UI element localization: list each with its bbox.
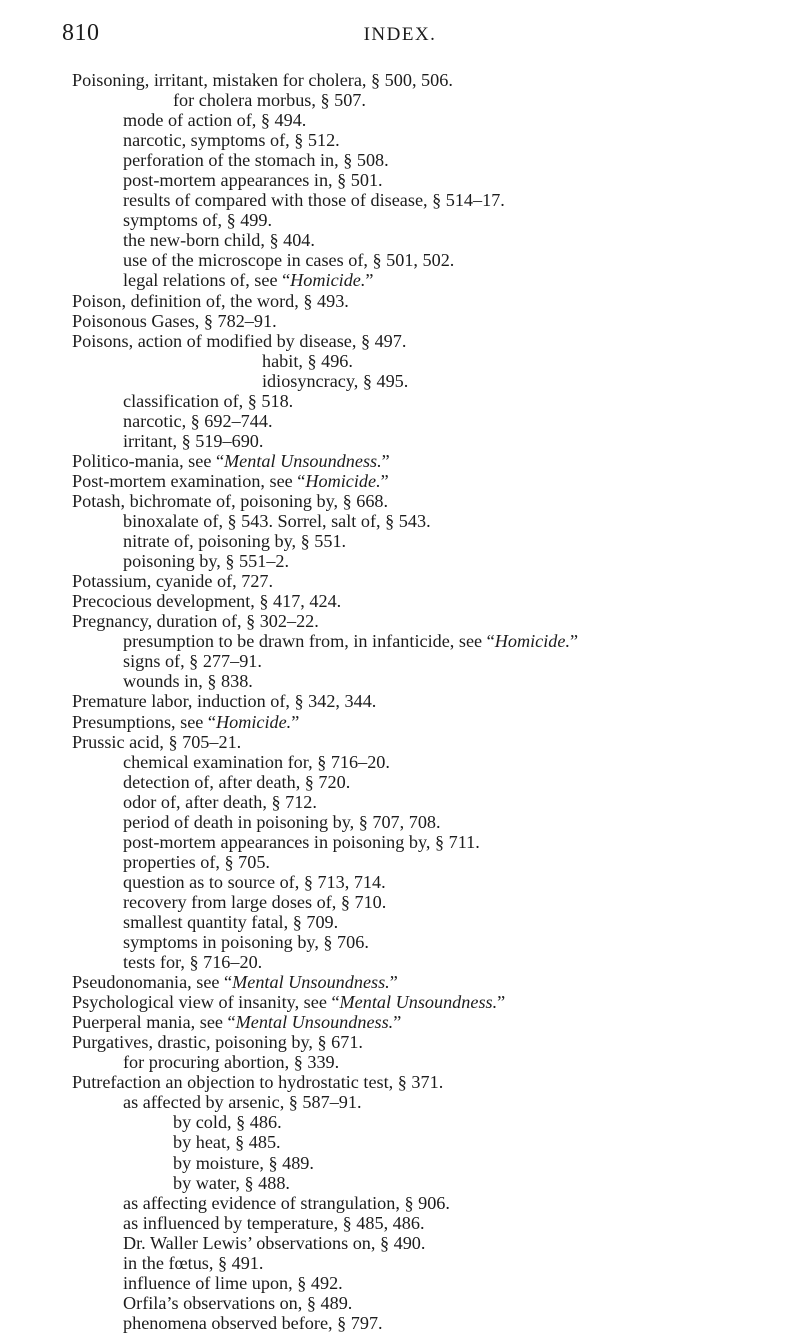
entry-text: odor of, after death, § 712.: [123, 791, 317, 812]
entry-text: period of death in poisoning by, § 707, 708.: [123, 811, 441, 832]
index-entry-sub: [72, 250, 792, 270]
entry-text: the new-born child, § 404.: [123, 230, 315, 251]
cross-reference: Homicide.: [290, 270, 366, 291]
entry-text: presumption to be drawn from, in infanticide, see “: [123, 631, 495, 652]
entry-text: Presumptions, see “: [72, 711, 216, 732]
entry-text: legal relations of, see “: [123, 270, 291, 291]
index-entry-sub: [72, 772, 792, 792]
entry-text: perforation of the stomach in, § 508.: [123, 150, 389, 171]
entry-text: detection of, after death, § 720.: [123, 771, 351, 792]
index-entry-sub: [72, 531, 792, 551]
index-entry-main: [72, 732, 792, 752]
index-entry-sub: [72, 210, 792, 230]
cross-reference: Mental Unsoundness.: [339, 992, 498, 1013]
index-entry-main: [72, 992, 792, 1012]
cross-reference: Mental Unsoundness.: [235, 1012, 394, 1033]
entry-text: post-mortem appearances in poisoning by, § 711.: [123, 831, 480, 852]
index-entry-sub: [72, 1313, 792, 1333]
index-entry-main: [72, 571, 792, 591]
index-entry-sub: [72, 190, 792, 210]
index-entry-sub: [72, 351, 792, 371]
entry-text: Purgatives, drastic, poisoning by, § 671.: [72, 1032, 363, 1053]
entry-text: post-mortem appearances in, § 501.: [123, 170, 383, 191]
cross-reference: Homicide.: [494, 631, 570, 652]
index-entry-main: [72, 972, 792, 992]
index-entry-sub: [72, 431, 792, 451]
entry-text: tests for, § 716–20.: [123, 952, 263, 973]
index-entry-sub: [72, 671, 792, 691]
cross-reference: Homicide.: [215, 711, 292, 732]
index-entry-sub: [72, 872, 792, 892]
entry-text: recovery from large doses of, § 710.: [123, 891, 387, 912]
index-entry-sub: [72, 631, 792, 651]
entry-text: Putrefaction an objection to hydrostatic test, § 371.: [72, 1072, 444, 1093]
entry-text: Poison, definition of, the word, § 493.: [72, 290, 349, 311]
index-entry-sub: [72, 1132, 792, 1152]
entry-text: Poisoning, irritant, mistaken for cholera, § 500, 506.: [72, 70, 453, 90]
entry-text: by moisture, § 489.: [173, 1152, 314, 1173]
index-entry-sub: [72, 511, 792, 531]
entry-text: ”: [365, 270, 374, 291]
entry-text: ”: [389, 972, 398, 993]
index-entry-sub: [72, 912, 792, 932]
index-entry-sub: [72, 1173, 792, 1193]
entry-text: signs of, § 277–91.: [123, 651, 262, 672]
index-entry-sub: [72, 1253, 792, 1273]
index-entry-main: [72, 291, 792, 311]
entry-text: as affected by arsenic, § 587–91.: [123, 1092, 362, 1113]
entry-text: for procuring abortion, § 339.: [123, 1052, 340, 1073]
entry-text: results of compared with those of disease, § 514–17.: [123, 190, 505, 211]
entry-text: by water, § 488.: [173, 1172, 290, 1193]
entry-text: ”: [497, 992, 506, 1013]
entry-text: phenomena observed before, § 797.: [123, 1312, 383, 1333]
index-entry-sub: [72, 892, 792, 912]
index-entry-sub: [72, 1233, 792, 1253]
entry-text: habit, § 496.: [262, 350, 353, 371]
entry-text: binoxalate of, § 543. Sorrel, salt of, § 543.: [123, 511, 431, 532]
index-entry-sub: [72, 371, 792, 391]
index-entry-main: [72, 331, 792, 351]
index-entry-sub: [72, 1153, 792, 1173]
index-entry-main: [72, 611, 792, 631]
cross-reference: Mental Unsoundness.: [232, 972, 390, 993]
entry-text: Dr. Waller Lewis’ observations on, § 490.: [123, 1232, 426, 1253]
entry-text: ”: [291, 711, 300, 732]
index-entry-sub: [72, 1213, 792, 1233]
index-entry-main: [72, 1072, 792, 1092]
index-entry-sub: [72, 1293, 792, 1313]
entry-text: wounds in, § 838.: [123, 671, 253, 692]
page-header: [0, 20, 800, 50]
entry-text: ”: [380, 470, 389, 491]
entry-text: Prussic acid, § 705–21.: [72, 731, 242, 752]
index-entry-main: [72, 712, 792, 732]
entry-text: Post-mortem examination, see “: [72, 470, 306, 491]
entry-text: question as to source of, § 713, 714.: [123, 871, 386, 892]
index-entry-sub: [72, 551, 792, 571]
entry-text: smallest quantity fatal, § 709.: [123, 911, 339, 932]
index-entry-main: [72, 591, 792, 611]
index-entry-main: [72, 491, 792, 511]
running-head: INDEX.: [363, 24, 437, 45]
index-entry-sub: [72, 852, 792, 872]
index-entry-main: [72, 70, 792, 90]
index-entry-sub: [72, 752, 792, 772]
index-entry-sub: [72, 792, 792, 812]
index-entry-sub: [72, 932, 792, 952]
index-entry-main: [72, 1032, 792, 1052]
index-entry-sub: [72, 270, 792, 290]
index-entry-sub: [72, 110, 792, 130]
entry-text: symptoms in poisoning by, § 706.: [123, 932, 369, 953]
index-entry-sub: [72, 1193, 792, 1213]
page-number: 810: [62, 20, 100, 46]
index-entry-sub: [72, 812, 792, 832]
entry-text: chemical examination for, § 716–20.: [123, 751, 390, 772]
index-entry-sub: [72, 411, 792, 431]
entry-text: Puerperal mania, see “: [72, 1012, 236, 1033]
entry-text: Potassium, cyanide of, 727.: [72, 571, 274, 592]
entry-text: Pseudonomania, see “: [72, 972, 233, 993]
entry-text: Precocious development, § 417, 424.: [72, 591, 342, 612]
index-entry-main: [72, 1012, 792, 1032]
index-entry-sub: [72, 832, 792, 852]
entry-text: mode of action of, § 494.: [123, 110, 307, 131]
entry-text: ”: [570, 631, 579, 652]
index-entry-main: [72, 311, 792, 331]
index-entry-main: [72, 451, 792, 471]
entry-text: in the fœtus, § 491.: [123, 1252, 264, 1273]
entry-text: Poisons, action of modified by disease, § 497.: [72, 330, 407, 351]
entry-text: Politico-mania, see “: [72, 450, 225, 471]
entry-text: symptoms of, § 499.: [123, 210, 273, 231]
entry-text: idiosyncracy, § 495.: [262, 370, 409, 391]
index-entry-sub: [72, 1052, 792, 1072]
cross-reference: Homicide.: [305, 470, 381, 491]
entry-text: classification of, § 518.: [123, 390, 294, 411]
entry-text: ”: [381, 450, 390, 471]
index-entry-main: [72, 471, 792, 491]
entry-text: by cold, § 486.: [173, 1112, 282, 1133]
index-entry-sub: [72, 651, 792, 671]
entry-text: Pregnancy, duration of, § 302–22.: [72, 611, 319, 632]
entry-text: Premature labor, induction of, § 342, 344.: [72, 691, 377, 712]
entry-text: use of the microscope in cases of, § 501, 502.: [123, 250, 455, 271]
entry-text: properties of, § 705.: [123, 851, 270, 872]
entry-text: Orfila’s observations on, § 489.: [123, 1292, 353, 1313]
index-entry-sub: [72, 150, 792, 170]
cross-reference: Mental Unsoundness.: [224, 450, 382, 471]
entry-text: influence of lime upon, § 492.: [123, 1272, 343, 1293]
index-entry-sub: [72, 90, 792, 110]
index-entry-sub: [72, 170, 792, 190]
index-entry-sub: [72, 130, 792, 150]
index-entry-sub: [72, 391, 792, 411]
index-entry-sub: [72, 230, 792, 250]
entry-text: poisoning by, § 551–2.: [123, 551, 290, 572]
entry-text: irritant, § 519–690.: [123, 430, 264, 451]
entry-text: narcotic, symptoms of, § 512.: [123, 130, 340, 151]
index-entry-sub: [72, 1092, 792, 1112]
entry-text: narcotic, § 692–744.: [123, 410, 273, 431]
entry-text: by heat, § 485.: [173, 1132, 281, 1153]
index-entry-sub: [72, 1112, 792, 1132]
entry-text: as influenced by temperature, § 485, 486.: [123, 1212, 425, 1233]
entry-text: as affecting evidence of strangulation, § 906.: [123, 1192, 450, 1213]
index-entries: [72, 70, 792, 1333]
entry-text: Poisonous Gases, § 782–91.: [72, 310, 277, 331]
index-entry-main: [72, 691, 792, 711]
entry-text: ”: [393, 1012, 402, 1033]
entry-text: Potash, bichromate of, poisoning by, § 668.: [72, 490, 389, 511]
index-entry-sub: [72, 952, 792, 972]
index-entry-sub: [72, 1273, 792, 1293]
entry-text: nitrate of, poisoning by, § 551.: [123, 531, 347, 552]
entry-text: Psychological view of insanity, see “: [72, 992, 340, 1013]
entry-text: for cholera morbus, § 507.: [173, 90, 366, 111]
